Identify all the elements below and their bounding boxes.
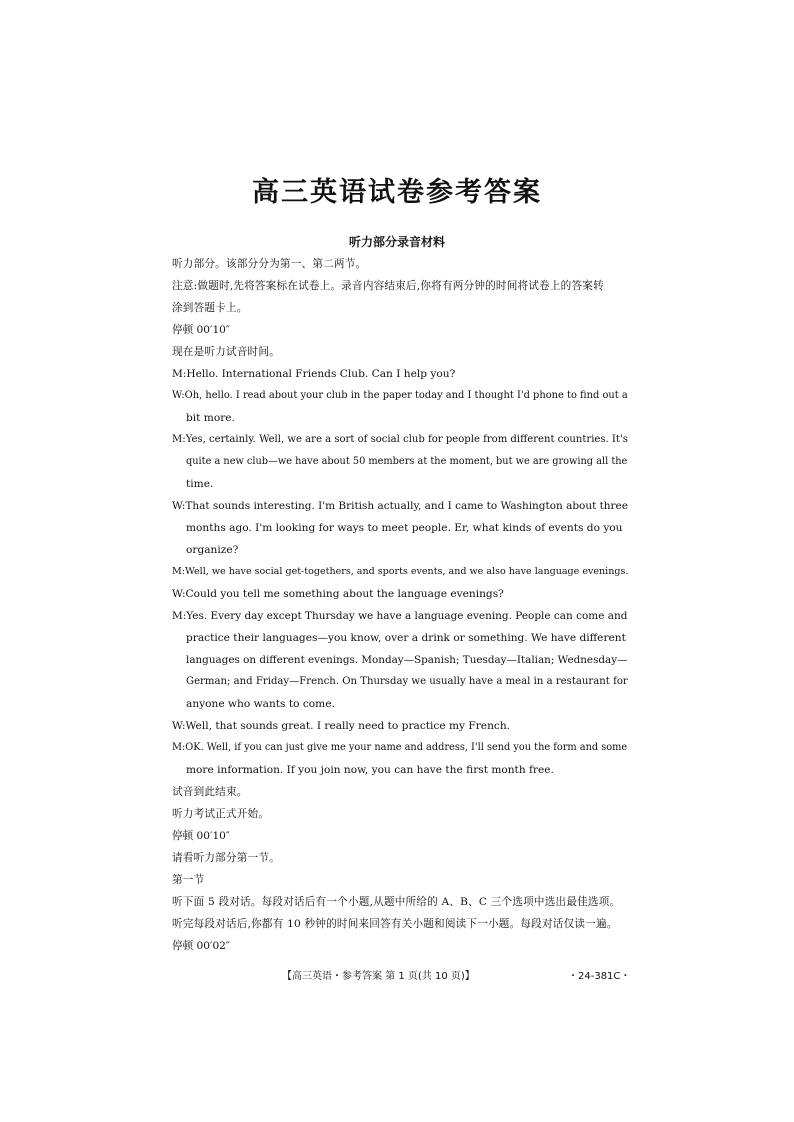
body-line: 听下面 5 段对话。每段对话后有一个小题,从题中所给的 A、B、C 三个选项中选出最佳选项。 bbox=[172, 896, 621, 908]
dialogue-line-continued: languages on different evenings. Monday—Spanish; Tuesday—Italian; Wednesday— bbox=[186, 654, 628, 666]
pause-marker: 停顿 00′10″ bbox=[172, 830, 230, 842]
footer-code: ・24-381C・ bbox=[568, 971, 631, 982]
footer-page-info: 【高三英语・参考答案 第 1 页(共 10 页)】 bbox=[282, 971, 475, 982]
dialogue-line: M:OK. Well, if you can just give me your name and address, I'll send you the form and some bbox=[172, 742, 628, 753]
dialogue-line-continued: bit more. bbox=[186, 412, 235, 424]
body-line: 现在是听力试音时间。 bbox=[172, 346, 280, 358]
dialogue-line-continued: organize? bbox=[186, 544, 239, 556]
dialogue-line-continued: anyone who wants to come. bbox=[186, 698, 335, 710]
dialogue-line-continued: months ago. I'm looking for ways to meet people. Er, what kinds of events do you bbox=[186, 522, 623, 534]
dialogue-line: W:That sounds interesting. I'm British actually, and I came to Washington about three bbox=[172, 500, 628, 512]
pause-marker: 停顿 00′02″ bbox=[172, 940, 230, 952]
dialogue-line-continued: German; and Friday—French. On Thursday we usually have a meal in a restaurant for bbox=[186, 676, 628, 687]
dialogue-line-continued: practice their languages—you know, over a drink or something. We have different bbox=[186, 632, 626, 644]
dialogue-line: M:Well, we have social get-togethers, and sports events, and we also have language evenings. bbox=[172, 566, 629, 577]
body-line: 涂到答题卡上。 bbox=[172, 302, 248, 314]
body-line: 请看听力部分第一节。 bbox=[172, 852, 280, 864]
dialogue-line: M:Yes. Every day except Thursday we have a language evening. People can come and bbox=[172, 610, 628, 622]
section-subtitle: 听力部分录音材料 bbox=[348, 235, 445, 249]
body-line: 注意:做题时,先将答案标在试卷上。录音内容结束后,你将有两分钟的时间将试卷上的答案转 bbox=[172, 280, 604, 292]
dialogue-line-continued: time. bbox=[186, 478, 214, 490]
dialogue-line: M:Yes, certainly. Well, we are a sort of social club for people from different countries. It's bbox=[172, 434, 628, 445]
dialogue-line: W:Oh, hello. I read about your club in the paper today and I thought I'd phone to find out a bbox=[172, 390, 628, 401]
dialogue-line-continued: quite a new club—we have about 50 members at the moment, but we are growing all the bbox=[186, 456, 628, 467]
dialogue-line: M:Hello. International Friends Club. Can I help you? bbox=[172, 368, 456, 380]
body-line: 听完每段对话后,你都有 10 秒钟的时间来回答有关小题和阅读下一小题。每段对话仅读一遍。 bbox=[172, 918, 618, 930]
section-heading: 第一节 bbox=[172, 874, 205, 886]
body-line: 试音到此结束。 bbox=[172, 786, 248, 798]
document-body bbox=[172, 253, 628, 957]
dialogue-line: W:Well, that sounds great. I really need to practice my French. bbox=[172, 720, 511, 732]
pause-marker: 停顿 00′10″ bbox=[172, 324, 230, 336]
body-line: 听力考试正式开始。 bbox=[172, 808, 270, 820]
body-line: 听力部分。该部分分为第一、第二两节。 bbox=[172, 258, 367, 270]
dialogue-line-continued: more information. If you join now, you can have the first month free. bbox=[186, 764, 554, 776]
page-title: 高三英语试卷参考答案 bbox=[252, 177, 542, 208]
dialogue-line: W:Could you tell me something about the language evenings? bbox=[172, 588, 504, 600]
